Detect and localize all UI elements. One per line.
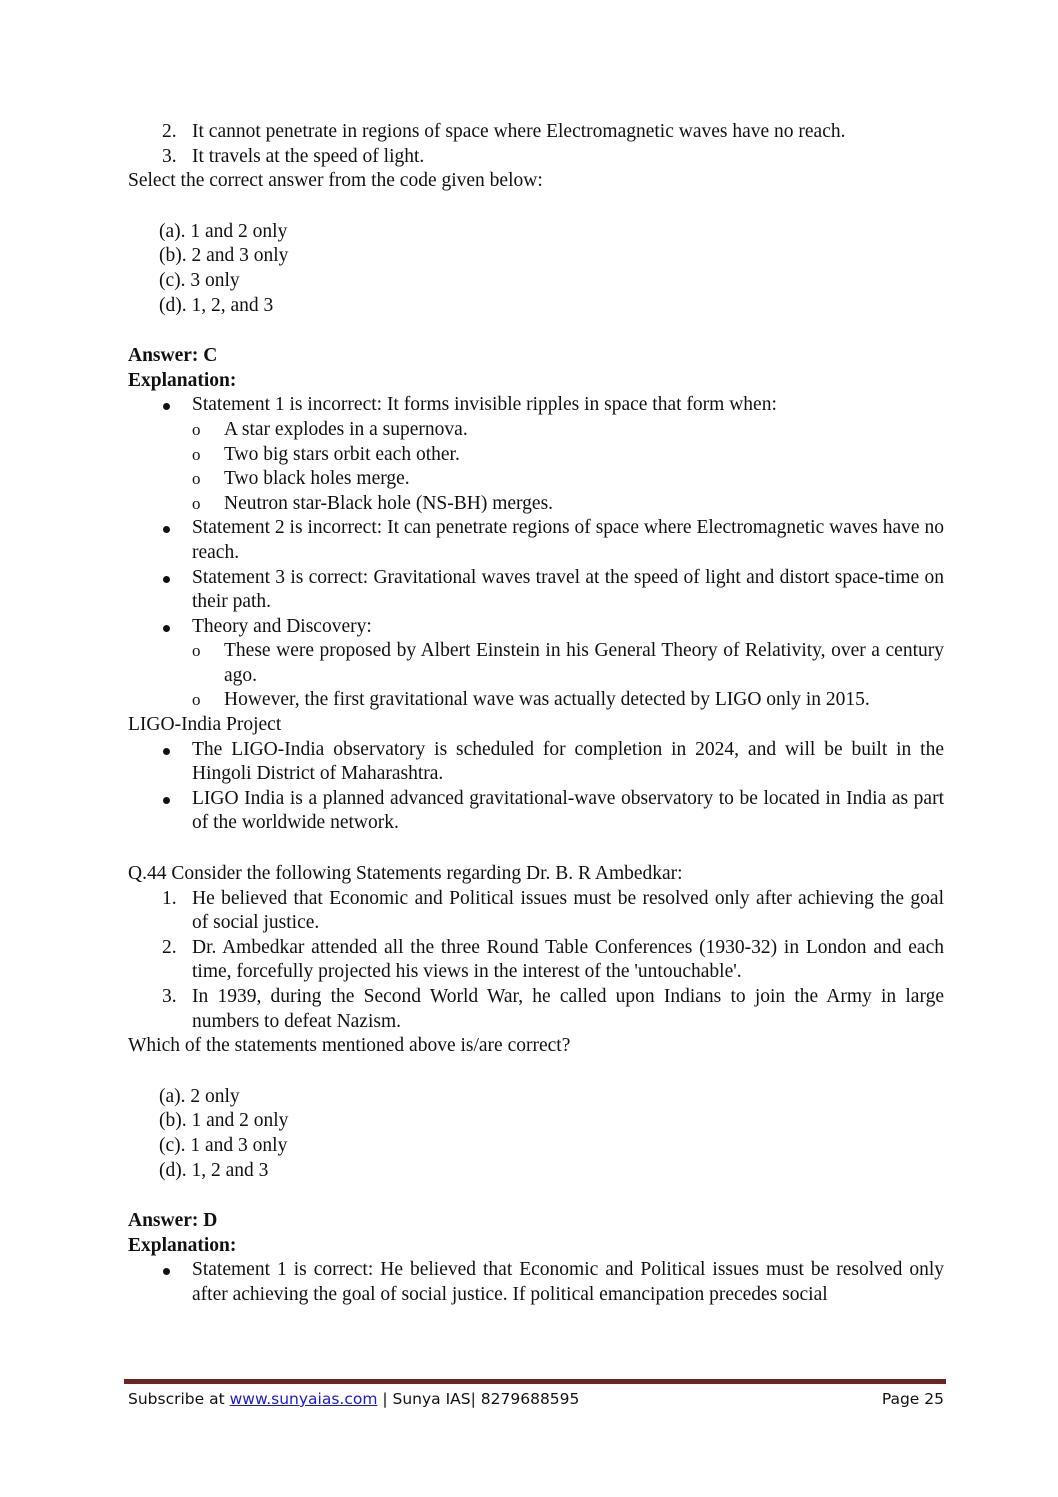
page-footer: [128, 1390, 944, 1414]
explanation-bullet: Theory and Discovery: o These were proposed by Albert Einstein in his General Theory of Relativity, over a century ago. o However, the first gravitational wave was actually detected by LIGO only in 2015.: [128, 615, 944, 713]
sub-list: [192, 639, 944, 713]
q44-statements: [128, 887, 944, 1035]
explanation-bullet: Statement 2 is incorrect: It can penetrate regions of space where Electromagnetic waves have no reach.: [128, 516, 944, 565]
option-b: (b). 1 and 2 only: [159, 1110, 289, 1132]
ligo-heading: LIGO-India Project: [128, 714, 282, 736]
q43-statements: [128, 120, 944, 169]
footer-subscribe: Subscribe at: [128, 1390, 225, 1408]
q43-answer: Answer: C: [128, 345, 218, 367]
bullet-icon: [163, 625, 170, 632]
circle-bullet-icon: o: [192, 641, 201, 661]
option-c: (c). 3 only: [159, 269, 240, 291]
explanation-bullet: Statement 1 is correct: He believed that Economic and Political issues must be resolved only after achieving the goal of social justice. If political emancipation precedes social: [128, 1258, 944, 1307]
q44-explanation-label: Explanation:: [128, 1234, 237, 1256]
page-number: Page 25: [881, 1390, 944, 1408]
option-d: (d). 1, 2, and 3: [159, 294, 274, 316]
footer-contact: | Sunya IAS| 8279688595: [382, 1390, 580, 1408]
statement-item: 1. He believed that Economic and Political issues must be resolved only after achieving the goal of social justice.: [162, 887, 944, 934]
footer-divider: [124, 1379, 946, 1384]
option-a: (a). 1 and 2 only: [159, 220, 288, 242]
q44-answer: Answer: D: [128, 1210, 218, 1232]
sub-item: o Two big stars orbit each other.: [192, 443, 944, 468]
statement-item: 2. Dr. Ambedkar attended all the three Round Table Conferences (1930-32) in London and each time, forcefully projected his views in the interest of the 'untouchable'.: [162, 936, 944, 983]
sub-item: o These were proposed by Albert Einstein in his General Theory of Relativity, over a century ago.: [192, 640, 944, 686]
bullet-icon: [163, 526, 170, 533]
sub-item: o Two black holes merge.: [192, 467, 944, 492]
q44-prompt: Which of the statements mentioned above is/are correct?: [128, 1035, 571, 1057]
bullet-icon: [163, 797, 170, 804]
sub-item: o Neutron star-Black hole (NS-BH) merges.: [192, 492, 944, 517]
q43-explanation: [128, 393, 944, 713]
circle-bullet-icon: o: [192, 493, 201, 513]
circle-bullet-icon: o: [192, 444, 201, 464]
q43-explanation-label: Explanation:: [128, 369, 237, 391]
q43-options: [128, 220, 944, 318]
q44-explanation: [128, 1258, 944, 1307]
bullet-icon: [163, 576, 170, 583]
ligo-bullet: LIGO India is a planned advanced gravitational-wave observatory to be located in India as part of the worldwide network.: [128, 787, 944, 836]
circle-bullet-icon: o: [192, 690, 201, 710]
explanation-bullet: Statement 3 is correct: Gravitational waves travel at the speed of light and distort space-time on their path.: [128, 566, 944, 615]
bullet-icon: [163, 748, 170, 755]
ligo-bullet: The LIGO-India observatory is scheduled for completion in 2024, and will be built in the Hingoli District of Maharashtra.: [128, 738, 944, 787]
q44-options: [128, 1085, 944, 1183]
statement-item: 2. It cannot penetrate in regions of space where Electromagnetic waves have no reach.: [162, 121, 846, 142]
option-c: (c). 1 and 3 only: [159, 1134, 288, 1156]
page-content: [128, 120, 944, 1308]
option-b: (b). 2 and 3 only: [159, 245, 289, 267]
circle-bullet-icon: o: [192, 469, 201, 489]
website-link[interactable]: www.sunyaias.com: [229, 1390, 378, 1408]
statement-item: 3. In 1939, during the Second World War, he called upon Indians to join the Army in large numbers to defeat Nazism.: [162, 986, 944, 1032]
select-prompt: Select the correct answer from the code given below:: [128, 170, 543, 192]
ligo-bullets: [128, 738, 944, 836]
sub-item: o A star explodes in a supernova.: [192, 418, 944, 443]
sub-item: o However, the first gravitational wave was actually detected by LIGO only in 2015.: [192, 688, 944, 713]
sub-list: [192, 418, 944, 516]
statement-item: 3. It travels at the speed of light.: [162, 145, 425, 167]
option-a: (a). 2 only: [159, 1085, 240, 1107]
option-d: (d). 1, 2 and 3: [159, 1159, 269, 1181]
q44-question: Q.44 Consider the following Statements regarding Dr. B. R Ambedkar:: [128, 863, 683, 885]
circle-bullet-icon: o: [192, 419, 201, 439]
bullet-icon: [163, 403, 170, 410]
explanation-bullet: Statement 1 is incorrect: It forms invisible ripples in space that form when: o A star explodes in a supernova. o Two big stars orbit each other. o Two black holes merge. o Neutron star-Black hole (NS-BH) merges.: [128, 393, 944, 516]
bullet-icon: [163, 1268, 170, 1275]
